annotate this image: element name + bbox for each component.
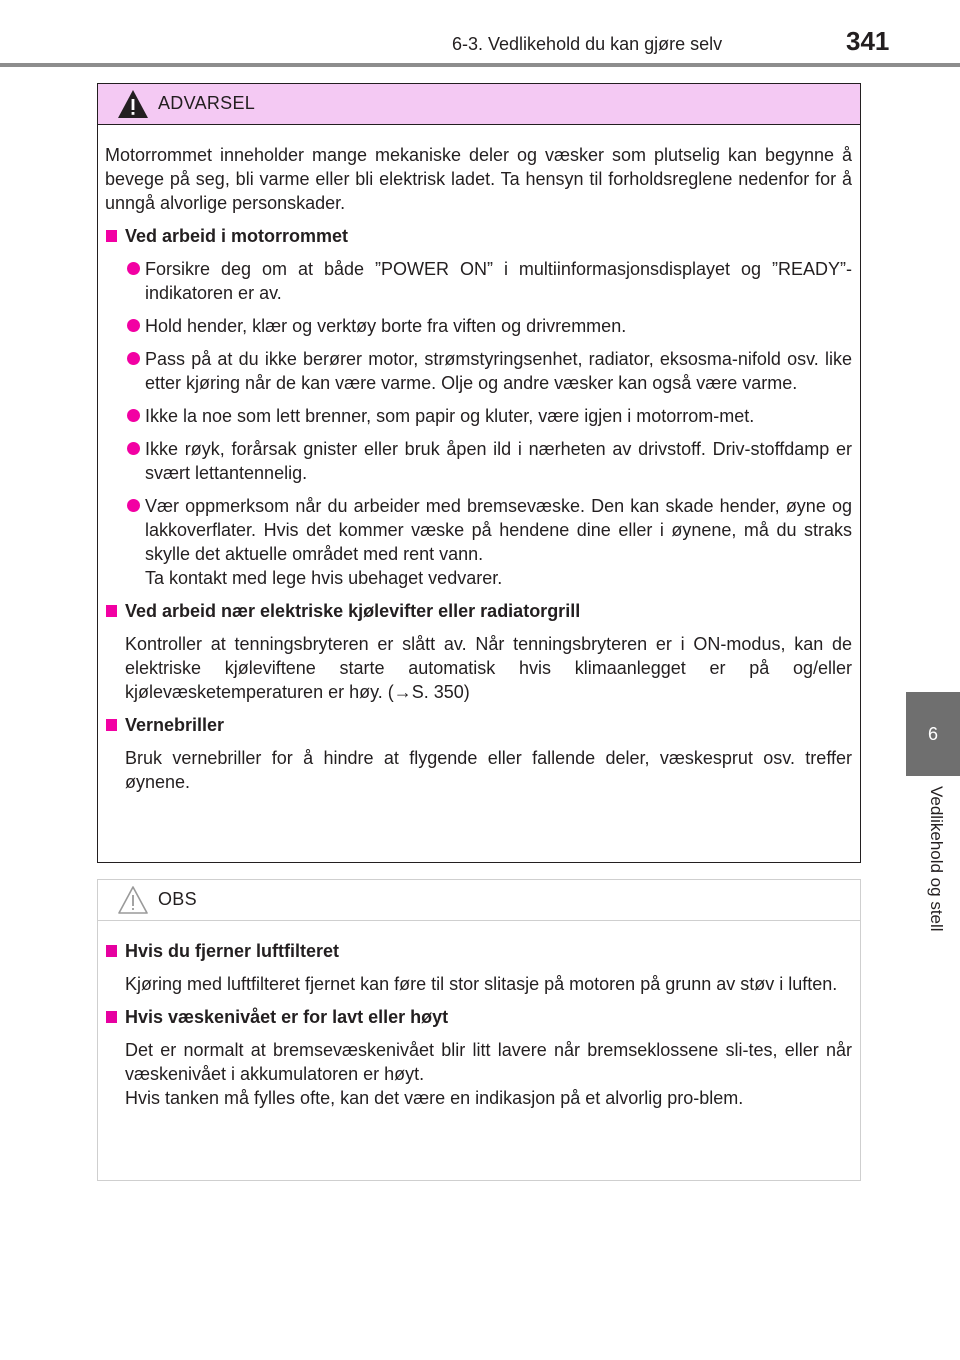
section-text: Kontroller at tenningsbryteren er slått av. Når tenningsbryteren er i ON-modus, kan de elektriske kjøleviftene starte automatisk hvis klimaanlegget er på og/eller kjølevæsketemperaturen er høy. (→S. 350) [125, 634, 852, 702]
square-bullet-icon [106, 230, 117, 242]
section-heading: Hvis du fjerner luftfilteret [105, 939, 852, 963]
notice-title: OBS [158, 889, 197, 909]
chapter-title: Vedlikehold og stell [927, 786, 946, 932]
list-item: Ikke røyk, forårsak gnister eller bruk åpen ild i nærheten av drivstoff. Driv-stoffdamp er svært lettantennelig. [105, 437, 852, 485]
list-item: Hold hender, klær og verktøy borte fra viften og drivremmen. [105, 314, 852, 338]
round-bullet-icon [127, 409, 140, 422]
round-bullet-icon [127, 499, 140, 512]
round-bullet-icon [127, 262, 140, 275]
header-divider [0, 63, 960, 67]
round-bullet-icon [127, 352, 140, 365]
section-heading: Ved arbeid i motorrommet [105, 224, 852, 248]
round-bullet-icon [127, 319, 140, 332]
section-text: Kjøring med luftfilteret fjernet kan føre til stor slitasje på motoren på grunn av støv i luften. [125, 974, 838, 994]
warning-body [98, 125, 860, 794]
section-heading: Ved arbeid nær elektriske kjølevifter eller radiatorgrill [105, 599, 852, 623]
notice-body [98, 921, 860, 1110]
section-heading: Vernebriller [105, 713, 852, 737]
notice-box [97, 879, 861, 1181]
chapter-tab: 6 [906, 692, 960, 776]
square-bullet-icon [106, 1011, 117, 1023]
caution-triangle-icon [116, 884, 150, 916]
warning-header [98, 84, 860, 125]
list-item: Forsikre deg om at både ”POWER ON” i multiinformasjonsdisplayet og ”READY”-indikatoren er av. [105, 257, 852, 305]
warning-triangle-icon [116, 88, 150, 120]
section-text: Det er normalt at bremsevæskenivået blir litt lavere når bremseklossene sli-tes, eller når væskenivået i akkumulatoren er høyt. Hvis tanken må fylles ofte, kan det være en indikasjon på et alvorlig pro-blem. [125, 1040, 852, 1108]
square-bullet-icon [106, 719, 117, 731]
square-bullet-icon [106, 945, 117, 957]
section-heading: Hvis væskenivået er for lavt eller høyt [105, 1005, 852, 1029]
round-bullet-icon [127, 442, 140, 455]
page-number: 341 [846, 26, 890, 56]
warning-intro: Motorrommet inneholder mange mekaniske deler og væsker som plutselig kan begynne å bevege på seg, bli varme eller bli elektrisk ladet. Ta hensyn til forholdsreglene nedenfor for å unngå alvorlige personskader. [105, 145, 852, 213]
list-item: Pass på at du ikke berører motor, strømstyringsenhet, radiator, eksosma-nifold osv. like etter kjøring når de kan være varme. Olje og andre væsker kan også være varme. [105, 347, 852, 395]
square-bullet-icon [106, 605, 117, 617]
list-item: Vær oppmerksom når du arbeider med bremsevæske. Den kan skade hender, øyne og lakkoverflater. Hvis det kommer væske på hendene dine eller i øynene, må du straks skylle det aktuelle området med rent vann. Ta kontakt med lege hvis ubehaget vedvarer. [105, 494, 852, 590]
warning-title: ADVARSEL [158, 93, 256, 113]
list-item: Ikke la noe som lett brenner, som papir og kluter, være igjen i motorrom-met. [105, 404, 852, 428]
notice-header [98, 880, 860, 921]
section-title: 6-3. Vedlikehold du kan gjøre selv [452, 34, 723, 54]
warning-box [97, 83, 861, 863]
list-item-continuation: Ta kontakt med lege hvis ubehaget vedvarer. [145, 568, 503, 588]
section-text: Bruk vernebriller for å hindre at flygende eller fallende deler, væskesprut osv. treffer øynene. [125, 748, 852, 792]
